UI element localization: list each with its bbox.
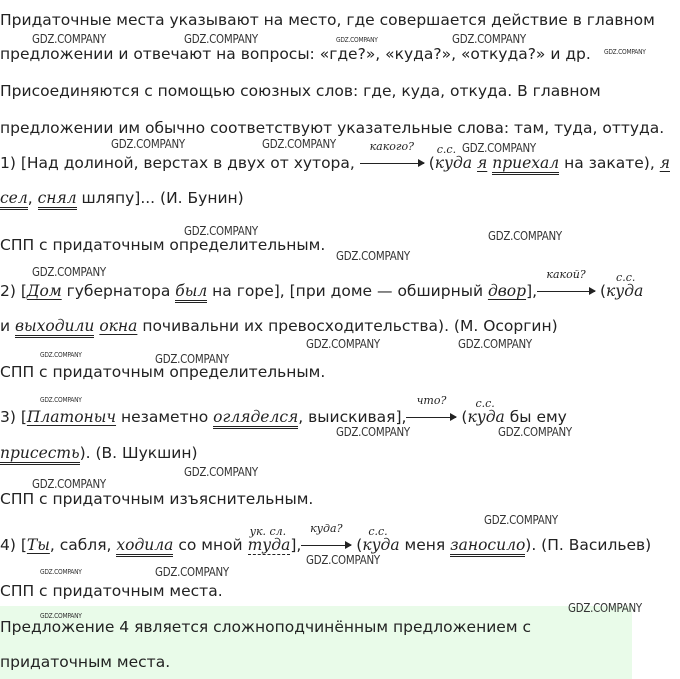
example-4-result: СПП с придаточным места. [0, 582, 223, 600]
watermark: GDZ.COMPANY [336, 424, 410, 439]
intro-line-1: Придаточные места указывают на место, где совершается действие в главном [0, 11, 655, 29]
example-2-result: СПП с придаточным определительным. [0, 363, 326, 381]
example-3-line-2: присесть). (В. Шукшин) [0, 443, 198, 463]
watermark: GDZ.COMPANY [498, 424, 572, 439]
predicate: огляделся [213, 408, 298, 429]
predicate: выходили [15, 317, 94, 338]
predicate: ходила [116, 536, 173, 557]
conjunction-label: с.с. [436, 143, 457, 156]
watermark: GDZ.COMPANY [568, 600, 642, 615]
example-2-line-1: 2) [Дом губернатора был на горе], [при доме — обширный двор], какой? ( с.с. куда [0, 281, 643, 301]
watermark: GDZ.COMPANY [40, 612, 82, 620]
watermark: GDZ.COMPANY [488, 228, 562, 243]
watermark: GDZ.COMPANY [40, 396, 82, 404]
watermark: GDZ.COMPANY [452, 31, 526, 46]
watermark: GDZ.COMPANY [155, 564, 229, 579]
watermark: GDZ.COMPANY [32, 476, 106, 491]
example-2-line-2: и выходили окна почивальни их превосходительства). (М. Осоргин) [0, 316, 558, 336]
question-arrow: какого? [360, 153, 424, 173]
subject: я [659, 154, 670, 172]
predicate: был [175, 282, 207, 303]
predicate: снял [38, 189, 77, 210]
watermark: GDZ.COMPANY [184, 464, 258, 479]
predicate: сел [0, 189, 28, 210]
watermark: GDZ.COMPANY [306, 336, 380, 351]
question-arrow: какой? [537, 281, 595, 301]
watermark: GDZ.COMPANY [32, 31, 106, 46]
predicate: приехал [492, 154, 559, 175]
watermark: GDZ.COMPANY [462, 140, 536, 155]
watermark: GDZ.COMPANY [336, 248, 410, 263]
question-arrow: куда? [301, 535, 351, 555]
subject: двор [487, 282, 527, 300]
question-arrow: что? [406, 407, 456, 427]
example-1-line-2: сел, снял шляпу]... (И. Бунин) [0, 188, 244, 208]
watermark: GDZ.COMPANY [184, 223, 258, 238]
example-4-line-1: 4) [Ты, сабля, ходила со мной ук. сл. туда], куда? ( с.с. куда меня заносило). (П. Васильев) [0, 535, 651, 555]
watermark: GDZ.COMPANY [484, 512, 558, 527]
subject: Ты [26, 536, 50, 554]
watermark: GDZ.COMPANY [604, 48, 646, 56]
example-3-line-1: 3) [Платоныч незаметно огляделся, выискивая], что? ( с.с. куда бы ему [0, 407, 567, 427]
watermark: GDZ.COMPANY [40, 351, 82, 359]
watermark: GDZ.COMPANY [111, 136, 185, 151]
watermark: GDZ.COMPANY [336, 36, 378, 44]
conclusion-line-2: придаточным места. [0, 653, 171, 671]
predicate: заносило [450, 536, 525, 557]
predicate: присесть [0, 444, 80, 465]
watermark: GDZ.COMPANY [155, 351, 229, 366]
intro-line-3: Присоединяются с помощью союзных слов: где, куда, откуда. В главном [0, 82, 601, 100]
subject: Дом [26, 282, 62, 300]
subject: окна [99, 317, 138, 335]
conclusion-line-1: Предложение 4 является сложноподчинённым предложением с [0, 618, 531, 636]
intro-line-4: предложении им обычно соответствуют указательные слова: там, туда, оттуда. [0, 119, 665, 137]
watermark: GDZ.COMPANY [306, 552, 380, 567]
example-3-result: СПП с придаточным изъяснительным. [0, 490, 314, 508]
demonstrative-word: ук. сл. туда [247, 525, 291, 554]
subject: Платоныч [26, 408, 117, 426]
watermark: GDZ.COMPANY [184, 31, 258, 46]
watermark: GDZ.COMPANY [458, 336, 532, 351]
watermark: GDZ.COMPANY [40, 568, 82, 576]
example-1-result: СПП с придаточным определительным. [0, 236, 326, 254]
example-1-line-1: 1) [Над долиной, верстах в двух от хутора, какого? ( с.с. куда я приехал на закате), я [0, 153, 670, 173]
watermark: GDZ.COMPANY [32, 264, 106, 279]
subject: я [477, 154, 488, 172]
intro-line-2: предложении и отвечают на вопросы: «где?», «куда?», «откуда?» и др. [0, 45, 591, 63]
watermark: GDZ.COMPANY [262, 136, 336, 151]
